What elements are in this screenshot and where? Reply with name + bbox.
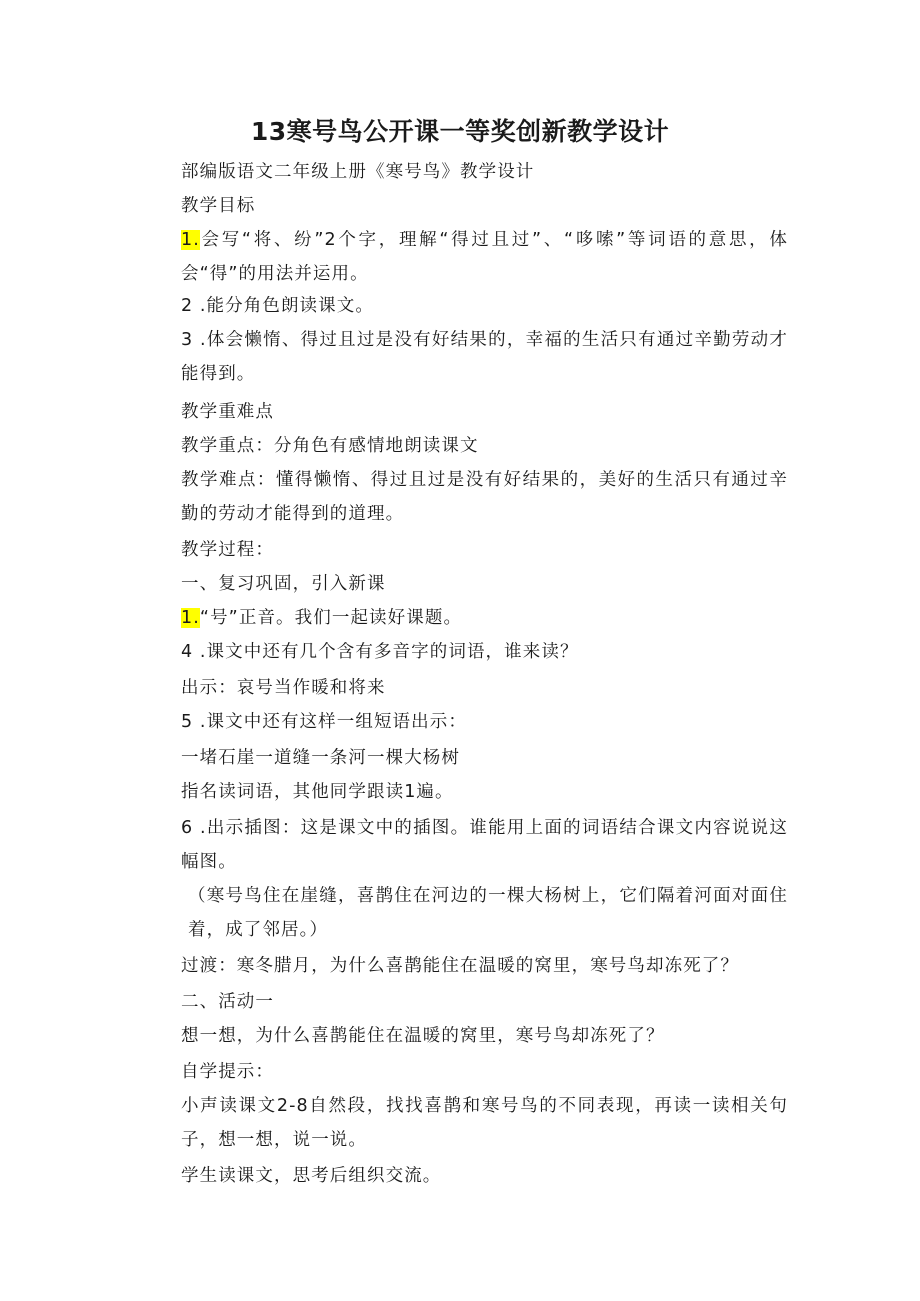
transition-line: 过渡：寒冬腊月，为什么喜鹊能住在温暖的窝里，寒号鸟却冻死了？: [181, 956, 739, 976]
illustration-answer: （寒号鸟住在崖缝，喜鹊住在河边的一棵大杨树上，它们隔着河面对面住着，成了邻居。）: [188, 886, 788, 940]
difficult-point: 教学难点：懂得懒惰、得过且过是没有好结果的，美好的生活只有通过辛勤的劳动才能得到的道理。: [181, 470, 788, 524]
step-1: [138, 601, 788, 635]
show-words: 出示：哀号当作暖和将来: [181, 678, 386, 698]
self-study-hint-label: 自学提示：: [181, 1062, 274, 1082]
document-title: 13寒号鸟公开课一等奖创新教学设计: [250, 117, 670, 146]
section-one: 一、复习巩固，引入新课: [181, 574, 386, 594]
goal-2: 2 .能分角色朗读课文。: [181, 296, 374, 316]
step-1-text: “号”正音。我们一起读好课题。: [199, 608, 463, 628]
step-4: 4 .课文中还有几个含有多音字的词语，谁来读？: [181, 642, 579, 662]
key-point: 教学重点：分角色有感情地朗读课文: [181, 436, 479, 456]
self-study-hint: 小声读课文2-8自然段，找找喜鹊和寒号鸟的不同表现，再读一读相关句子，想一想，说一说。: [181, 1096, 788, 1150]
section-two: 二、活动一: [181, 992, 274, 1012]
student-activity: 学生读课文，思考后组织交流。: [181, 1166, 442, 1186]
goal-1: [138, 223, 788, 291]
heading-key-difficult: 教学重难点: [181, 402, 274, 422]
phrase-group: 一堵石崖一道缝一条河一棵大杨树: [181, 748, 460, 768]
goal-1-text: 会写“将、纷”2个字，理解“得过且过”、“哆嗦”等词语的意思，体会“得”的用法并运用。: [181, 230, 788, 284]
think-question: 想一想，为什么喜鹊能住在温暖的窝里，寒号鸟却冻死了？: [181, 1026, 665, 1046]
step-5: 5 .课文中还有这样一组短语出示：: [181, 712, 467, 732]
subtitle-line: 部编版语文二年级上册《寒号鸟》教学设计: [181, 162, 535, 182]
highlighted-number: 1.: [181, 230, 200, 250]
goal-3: 3 .体会懒惰、得过且过是没有好结果的，幸福的生活只有通过辛勤劳动才能得到。: [181, 330, 788, 384]
heading-teaching-goals: 教学目标: [181, 196, 256, 216]
highlighted-number: 1.: [181, 608, 200, 628]
read-instruction: 指名读词语，其他同学跟读1遍。: [181, 782, 454, 802]
heading-process: 教学过程：: [181, 540, 274, 560]
step-6: 6 .出示插图：这是课文中的插图。谁能用上面的词语结合课文内容说说这幅图。: [181, 818, 788, 872]
